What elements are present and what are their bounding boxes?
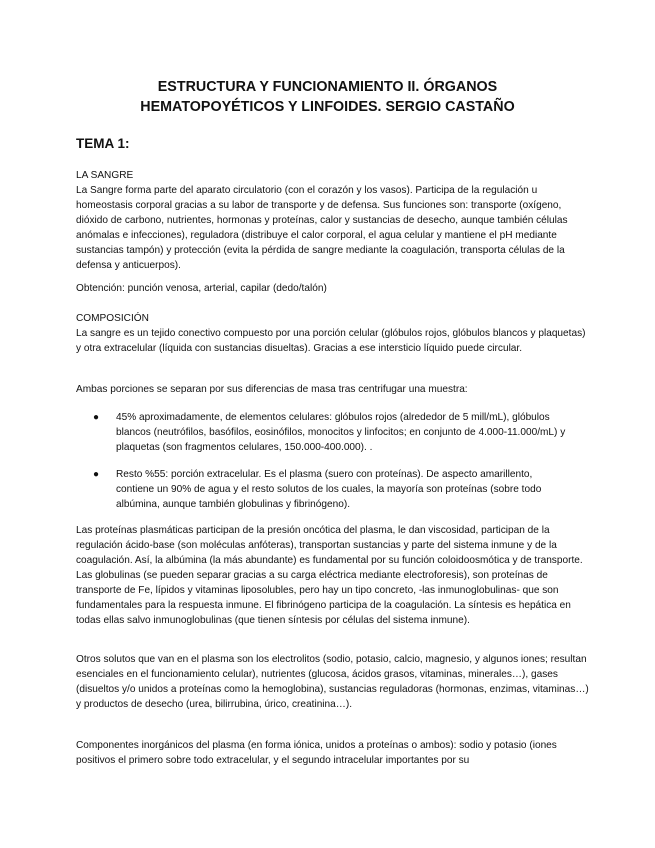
ambas-paragraph: Ambas porciones se separan por sus diferencias de masa tras centrifugar una muestra: — [76, 384, 468, 395]
composicion-paragraph: La sangre es un tejido conectivo compuesto por una porción celular (glóbulos rojos, glóbulos blancos y plaquetas) y otra extracelular (líquida con sustancias disueltas). Gracias a ese intersticio líquido puede circular. — [76, 328, 586, 354]
tema-heading: TEMA 1: — [76, 136, 130, 151]
bullet-text: Resto %55: porción extracelular. Es el plasma (suero con proteínas). De aspecto amarillento, contiene un 90% de agua y el resto solutos de los cuales, la mayoría son proteínas (sobre todo albúmina, aunque también globulinas y fibrinógeno). — [116, 469, 542, 510]
sangre-paragraph: La Sangre forma parte del aparato circulatorio (con el corazón y los vasos). Participa de la regulación u homeostasis corporal gracias a su labor de transporte y de defensa. Sus funciones son: transporte (oxígeno, dióxido de carbono, nutrientes, hormonas y proteínas, calor y sustancias de desecho, aunque también células anómalas e infecciones), reguladora (distribuye el calor corporal, el agua celular y mantiene el pH mediante sustancias tampón) y protección (evita la pérdida de sangre mediante la coagulación, transporta células de la defensa y anticuerpos). — [76, 185, 568, 271]
composicion-heading: COMPOSICIÓN — [76, 313, 149, 324]
composicion-section — [76, 311, 591, 356]
sangre-heading: LA SANGRE — [76, 170, 134, 181]
title-line-1: ESTRUCTURA Y FUNCIONAMIENTO II. ÓRGANOS — [157, 79, 498, 95]
title-line-2: HEMATOPOYÉTICOS Y LINFOIDES. SERGIO CASTAÑO — [140, 99, 515, 115]
componentes-paragraph: Componentes inorgánicos del plasma (en forma iónica, unidos a proteínas o ambos): sodio y potasio (iones positivos el primero sobre todo extracelular, y el segundo intracelular importantes por su — [76, 740, 557, 766]
list-item — [93, 410, 573, 455]
obtencion-paragraph: Obtención: punción venosa, arterial, capilar (dedo/talón) — [76, 283, 327, 294]
document-title — [76, 77, 579, 117]
list-item — [93, 467, 573, 512]
sangre-section — [76, 168, 591, 273]
bullet-icon: ● — [93, 469, 100, 480]
otros-paragraph: Otros solutos que van en el plasma son los electrolitos (sodio, potasio, calcio, magnesio, y algunos iones; resultan esenciales en el funcionamiento celular), nutrientes (glucosa, ácidos grasos, vitaminas, minerales…), gases (disueltos y/o unidos a proteínas como la hemoglobina), sustancias reguladoras (hormonas, enzimas, vitaminas…) y productos de desecho (urea, bilirrubina, úrico, creatinina…). — [76, 654, 589, 710]
bullet-text: 45% aproximadamente, de elementos celulares: glóbulos rojos (alrededor de 5 mill/mL), glóbulos blancos (neutrófilos, basófilos, eosinófilos, monocitos y linfocitos; en conjunto de 4.000-11.000/mL) y plaquetas (son fragmentos celulares, 150.000-400.000). . — [116, 412, 566, 453]
proteinas-paragraph: Las proteínas plasmáticas participan de la presión oncótica del plasma, le dan viscosidad, participan de la regulación ácido-base (son moléculas anfóteras), transportan sustancias y parte del sistema inmune y de la coagulación. Así, la albúmina (la más abundante) es fundamental por su función coloidoosmótica y de transporte. Las globulinas (se pueden separar gracias a su carga eléctrica mediante electroforesis), son proteínas de transporte de Fe, lípidos y vitaminas liposolubles, pero hay un tipo concreto, -las inmunoglobulinas- que son fundamentales para la respuesta inmune. El fibrinógeno participa de la coagulación. La síntesis es hepática en todas ellas salvo inmunoglobulinas (que tienen síntesis por células del sistema inmune). — [76, 525, 583, 626]
bullet-icon: ● — [93, 412, 100, 423]
